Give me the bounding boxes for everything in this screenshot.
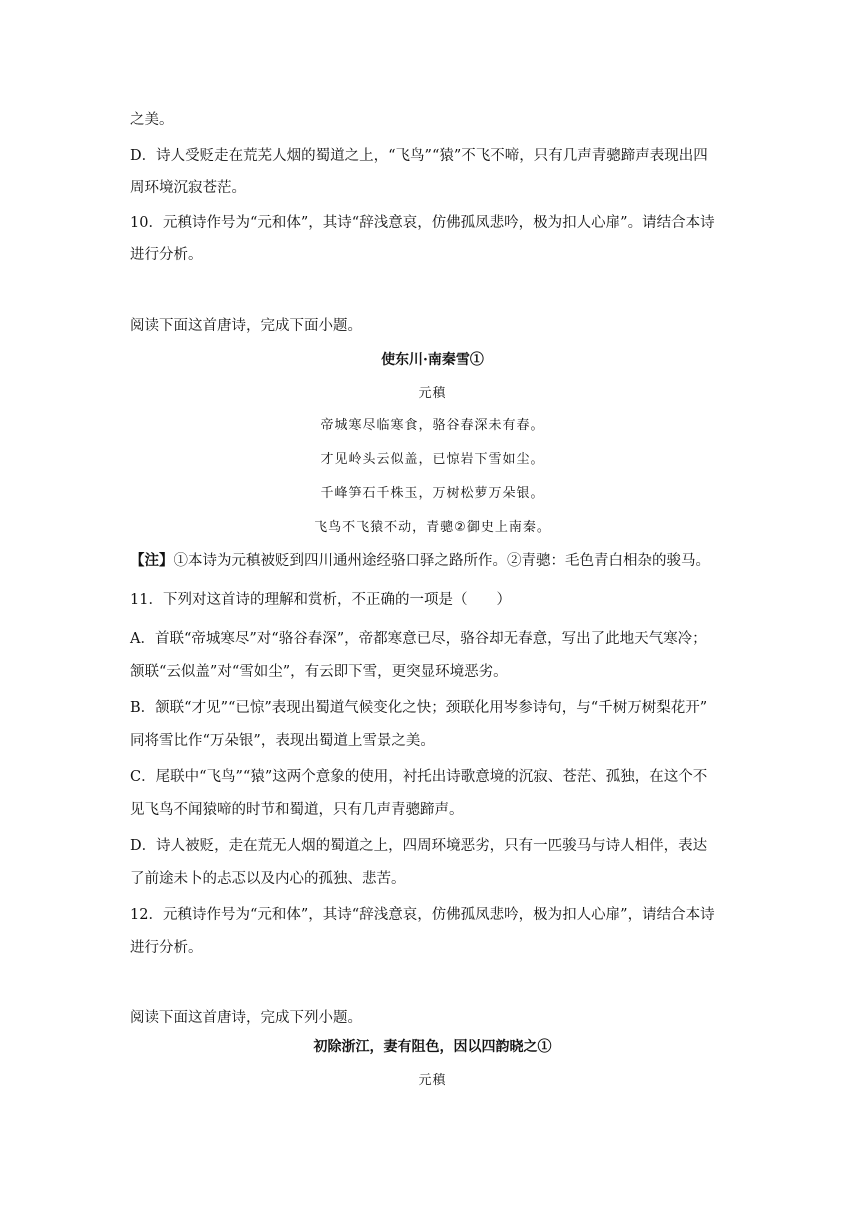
poem-line: 飞鸟不飞猿不动，青骢②御史上南秦。 bbox=[314, 520, 551, 535]
poem-author: 元稹 bbox=[418, 1073, 447, 1088]
question-11: 11．下列对这首诗的理解和赏析，不正确的一项是（ ） bbox=[130, 592, 511, 608]
reading-intro: 阅读下面这首唐诗，完成下列小题。 bbox=[130, 1010, 362, 1026]
question-12-cont: 进行分析。 bbox=[130, 940, 203, 956]
option-d-cont: 了前途未卜的忐忑以及内心的孤独、悲苦。 bbox=[130, 871, 406, 887]
reading-intro: 阅读下面这首唐诗，完成下面小题。 bbox=[130, 318, 362, 334]
question-10-cont: 进行分析。 bbox=[130, 247, 203, 263]
question-10: 10．元稹诗作号为“元和体”，其诗“辞浅意哀，仿佛孤凤悲吟，极为扣人心扉”。请结合本诗 bbox=[130, 215, 715, 231]
option-d-line: 周环境沉寂苍茫。 bbox=[130, 180, 246, 196]
option-b-cont: 同将雪比作“万朵银”，表现出蜀道上雪景之美。 bbox=[130, 733, 435, 749]
poem-title: 初除浙江，妻有阻色，因以四韵晓之① bbox=[313, 1039, 552, 1055]
poem-note bbox=[130, 551, 735, 571]
option-d-line: D．诗人受贬走在荒芜人烟的蜀道之上，“飞鸟”“猿”不飞不啼，只有几声青骢蹄声表现出四 bbox=[130, 148, 708, 164]
option-a-cont: 颔联“云似盖”对“雪如尘”，有云即下雪，更突显环境恶劣。 bbox=[130, 664, 508, 680]
option-a: A．首联“帝城寒尽”对“骆谷春深”，帝都寒意已尽，骆谷却无春意，写出了此地天气寒冷； bbox=[130, 631, 707, 647]
text-line: 之美。 bbox=[130, 112, 174, 128]
note-text: ①本诗为元稹被贬到四川通州途经骆口驿之路所作。②青骢：毛色青白相杂的骏马。 bbox=[173, 553, 710, 569]
question-12: 12．元稹诗作号为“元和体”，其诗“辞浅意哀，仿佛孤凤悲吟，极为扣人心扉”，请结合本诗 bbox=[130, 907, 715, 923]
poem-line: 千峰笋石千株玉，万树松萝万朵银。 bbox=[320, 486, 545, 501]
poem-author: 元稹 bbox=[418, 386, 447, 401]
option-d: D．诗人被贬，走在荒无人烟的蜀道之上，四周环境恶劣，只有一匹骏马与诗人相伴，表达 bbox=[130, 838, 708, 854]
option-b: B．颔联“才见”“已惊”表现出蜀道气候变化之快；颈联化用岑参诗句，与“千树万树梨花开” bbox=[130, 700, 708, 716]
option-c: C．尾联中“飞鸟”“猿”这两个意象的使用，衬托出诗歌意境的沉寂、苍茫、孤独，在这个不 bbox=[130, 769, 708, 785]
poem-title: 使东川·南秦雪① bbox=[381, 352, 484, 368]
option-c-cont: 见飞鸟不闻猿啼的时节和蜀道，只有几声青骢蹄声。 bbox=[130, 802, 464, 818]
poem-line: 帝城寒尽临寒食，骆谷春深未有春。 bbox=[320, 418, 545, 433]
note-label: 【注】 bbox=[130, 552, 174, 569]
poem-line: 才见岭头云似盖，已惊岩下雪如尘。 bbox=[320, 452, 545, 467]
